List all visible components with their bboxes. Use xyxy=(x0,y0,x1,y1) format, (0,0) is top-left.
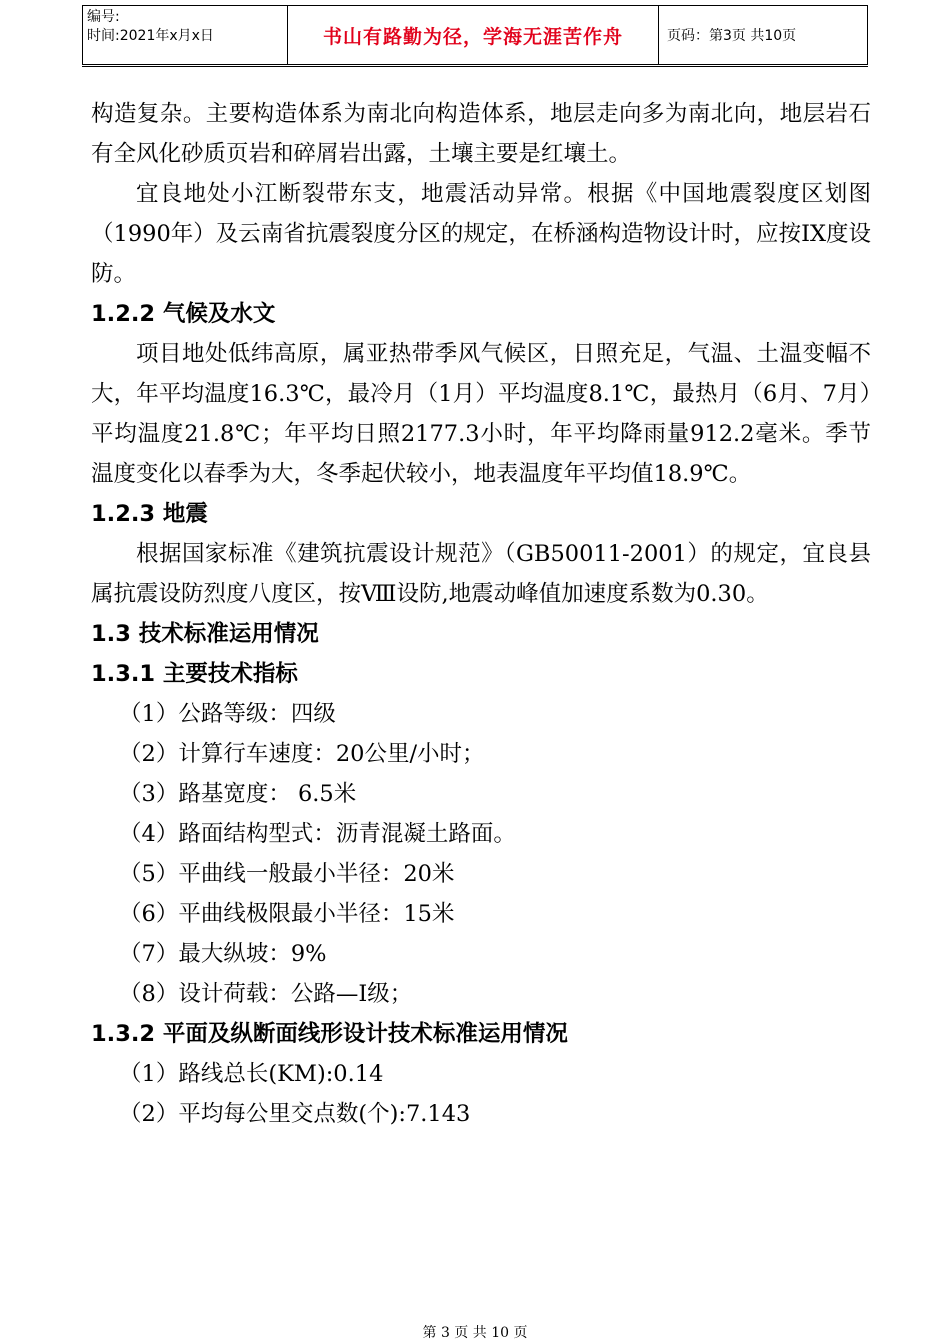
indicator-item: （7）最大纵坡：9% xyxy=(119,941,327,967)
indicator-item: （4）路面结构型式：沥青混凝土路面。 xyxy=(119,821,516,847)
paragraph-seismic-zone: 宜良地处小江断裂带东支，地震活动异常。根据《中国地震裂度区划图（1990年）及云南省抗震裂度分区的规定，在桥涵构造物设计时，应按IX度设防。 xyxy=(91,181,871,287)
serial-label: 编号: xyxy=(87,9,120,25)
heading-1-2-2: 1.2.2 气候及水文 xyxy=(91,301,276,327)
header-page-label: 页码：第3页 共10页 xyxy=(659,6,868,65)
page-header xyxy=(82,5,868,65)
indicator-item: （1）公路等级：四级 xyxy=(119,701,336,727)
heading-1-3-2: 1.3.2 平面及纵断面线形设计技术标准运用情况 xyxy=(91,1021,568,1047)
indicator-item: （8）设计荷载：公路—Ⅰ级； xyxy=(119,981,413,1007)
indicator-item: （2）计算行车速度：20公里/小时； xyxy=(119,741,485,767)
document-body xyxy=(91,94,871,1134)
paragraph-climate: 项目地处低纬高原，属亚热带季风气候区，日照充足，气温、土温变幅不大，年平均温度16.3℃，最冷月（1月）平均温度8.1℃，最热月（6月、7月）平均温度21.8℃；年平均日照2177.3小时，年平均降雨量912.2毫米。季节温度变化以春季为大，冬季起伏较小，地表温度年平均值18.9℃。 xyxy=(91,341,871,487)
heading-1-3-1: 1.3.1 主要技术指标 xyxy=(91,661,298,687)
indicator-item: （3）路基宽度： 6.5米 xyxy=(119,781,357,807)
header-meta xyxy=(83,6,288,65)
header-motto: 书山有路勤为径，学海无涯苦作舟 xyxy=(288,6,659,65)
indicator-item: （5）平曲线一般最小半径：20米 xyxy=(119,861,455,887)
paragraph-geology: 构造复杂。主要构造体系为南北向构造体系，地层走向多为南北向，地层岩石有全风化砂质页岩和碎屑岩出露，土壤主要是红壤土。 xyxy=(91,101,871,167)
page-footer: 第 3 页 共 10 页 xyxy=(422,1325,528,1341)
indicator-item: （6）平曲线极限最小半径：15米 xyxy=(119,901,455,927)
header-rule xyxy=(82,66,868,67)
alignment-item: （1）路线总长(KM):0.14 xyxy=(119,1061,384,1087)
heading-1-3: 1.3 技术标准运用情况 xyxy=(91,621,319,647)
alignment-item: （2）平均每公里交点数(个):7.143 xyxy=(119,1101,471,1127)
time-label: 时间:2021年x月x日 xyxy=(87,28,214,44)
heading-1-2-3: 1.2.3 地震 xyxy=(91,501,208,527)
paragraph-earthquake: 根据国家标准《建筑抗震设计规范》（GB50011-2001）的规定，宜良县属抗震设防烈度八度区，按Ⅷ设防,地震动峰值加速度系数为0.30。 xyxy=(91,541,871,607)
